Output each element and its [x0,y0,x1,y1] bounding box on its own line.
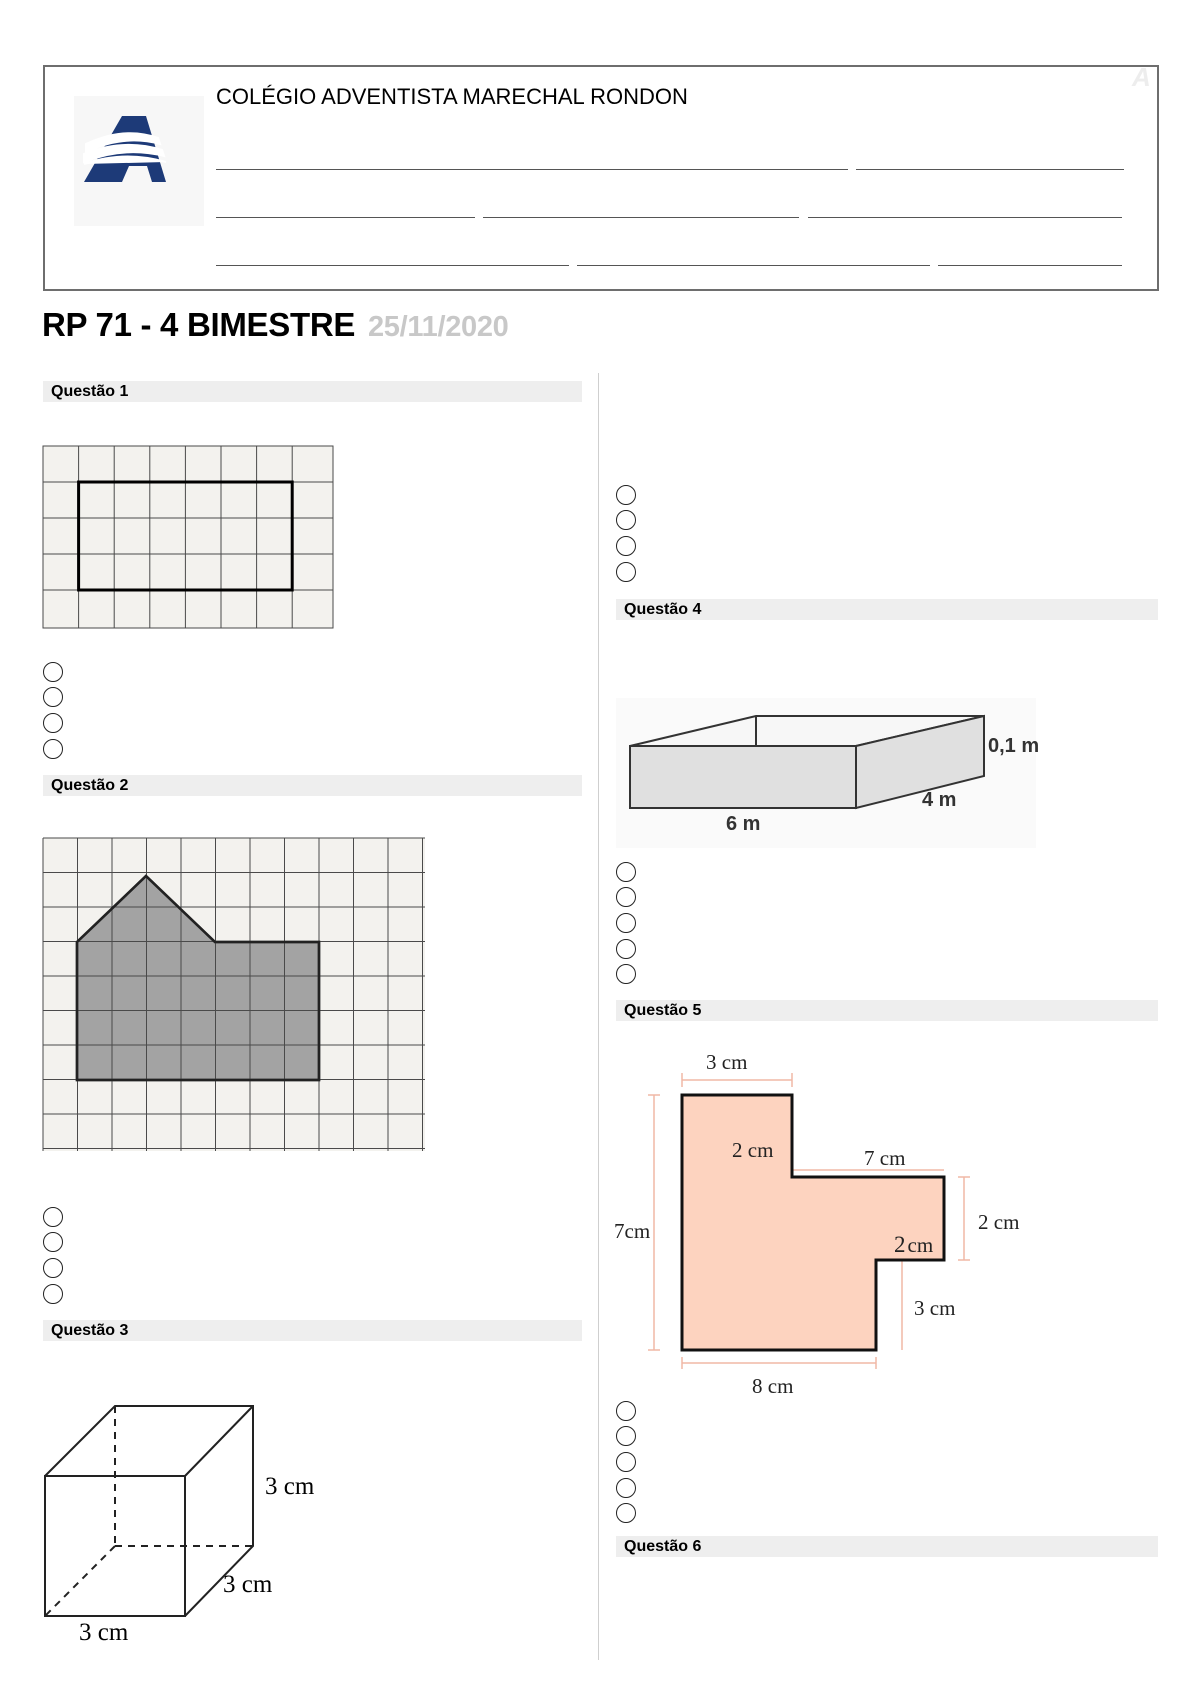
q3-option-b[interactable] [616,510,636,530]
q1-option-a[interactable] [43,662,63,682]
q5-step-label [894,1232,933,1257]
q3-width-label: 3 cm [79,1619,129,1646]
q1-option-c[interactable] [43,713,63,733]
q4-height-label: 0,1 m [988,735,1040,757]
q5-lower-right-label: 3 cm [914,1296,956,1320]
field-line[interactable] [856,169,1124,170]
q5-left-height-label: 7cm [614,1219,651,1243]
question-6-header: Questão 6 [616,1536,1158,1557]
q4-option-c[interactable] [616,913,636,933]
question-3-header: Questão 3 [43,1320,582,1341]
q4-option-e[interactable] [616,964,636,984]
q2-option-b[interactable] [43,1232,63,1252]
q3-option-d[interactable] [616,562,636,582]
q4-width-label: 6 m [726,813,761,835]
q2-option-c[interactable] [43,1258,63,1278]
q3-height-label: 3 cm [265,1473,315,1500]
field-line[interactable] [577,265,930,266]
q5-top-width-label: 3 cm [706,1050,748,1074]
question-5-header: Questão 5 [616,1000,1158,1021]
q5-step-value: 2 [894,1232,906,1257]
exam-date: 25/11/2020 [367,311,509,343]
q4-box-figure [616,698,1040,848]
field-line[interactable] [216,265,569,266]
question-4-header: Questão 4 [616,599,1158,620]
q3-option-c[interactable] [616,536,636,556]
q5-arm-height-label: 2 cm [978,1210,1020,1234]
q5-arm-width-label: 7 cm [864,1146,906,1170]
field-line[interactable] [938,265,1122,266]
q5-option-d[interactable] [616,1478,636,1498]
question-2-header: Questão 2 [43,775,582,796]
field-line[interactable] [216,217,475,218]
q2-option-d[interactable] [43,1284,63,1304]
q3-cube-figure [43,1400,343,1660]
exam-title [42,306,509,344]
q1-grid-figure [43,446,333,628]
q2-grid-figure [43,838,425,1151]
q1-option-d[interactable] [43,739,63,759]
q5-step-unit: cm [907,1233,934,1257]
q5-l-shape [682,1095,944,1350]
q5-option-a[interactable] [616,1401,636,1421]
q2-option-a[interactable] [43,1207,63,1227]
q5-option-b[interactable] [616,1426,636,1446]
field-line[interactable] [808,217,1122,218]
exam-title-text: RP 71 - 4 BIMESTRE [42,306,356,343]
q4-depth-label: 4 m [922,789,957,811]
q5-inner-vertical-label: 2 cm [732,1138,774,1162]
question-1-header: Questão 1 [43,381,582,402]
q5-bottom-width-label: 8 cm [752,1374,794,1398]
q5-l-shape-figure [612,1045,1022,1398]
q5-option-e[interactable] [616,1503,636,1523]
q1-option-b[interactable] [43,687,63,707]
q4-option-b[interactable] [616,887,636,907]
field-line[interactable] [483,217,799,218]
q5-option-c[interactable] [616,1452,636,1472]
q4-option-a[interactable] [616,862,636,882]
q3-option-a[interactable] [616,485,636,505]
q3-depth-label: 3 cm [223,1571,273,1598]
q4-option-d[interactable] [616,939,636,959]
column-divider [598,373,599,1660]
watermark: A [1132,62,1151,92]
school-logo [74,96,204,226]
school-name: COLÉGIO ADVENTISTA MARECHAL RONDON [216,84,688,109]
field-line[interactable] [216,169,848,170]
